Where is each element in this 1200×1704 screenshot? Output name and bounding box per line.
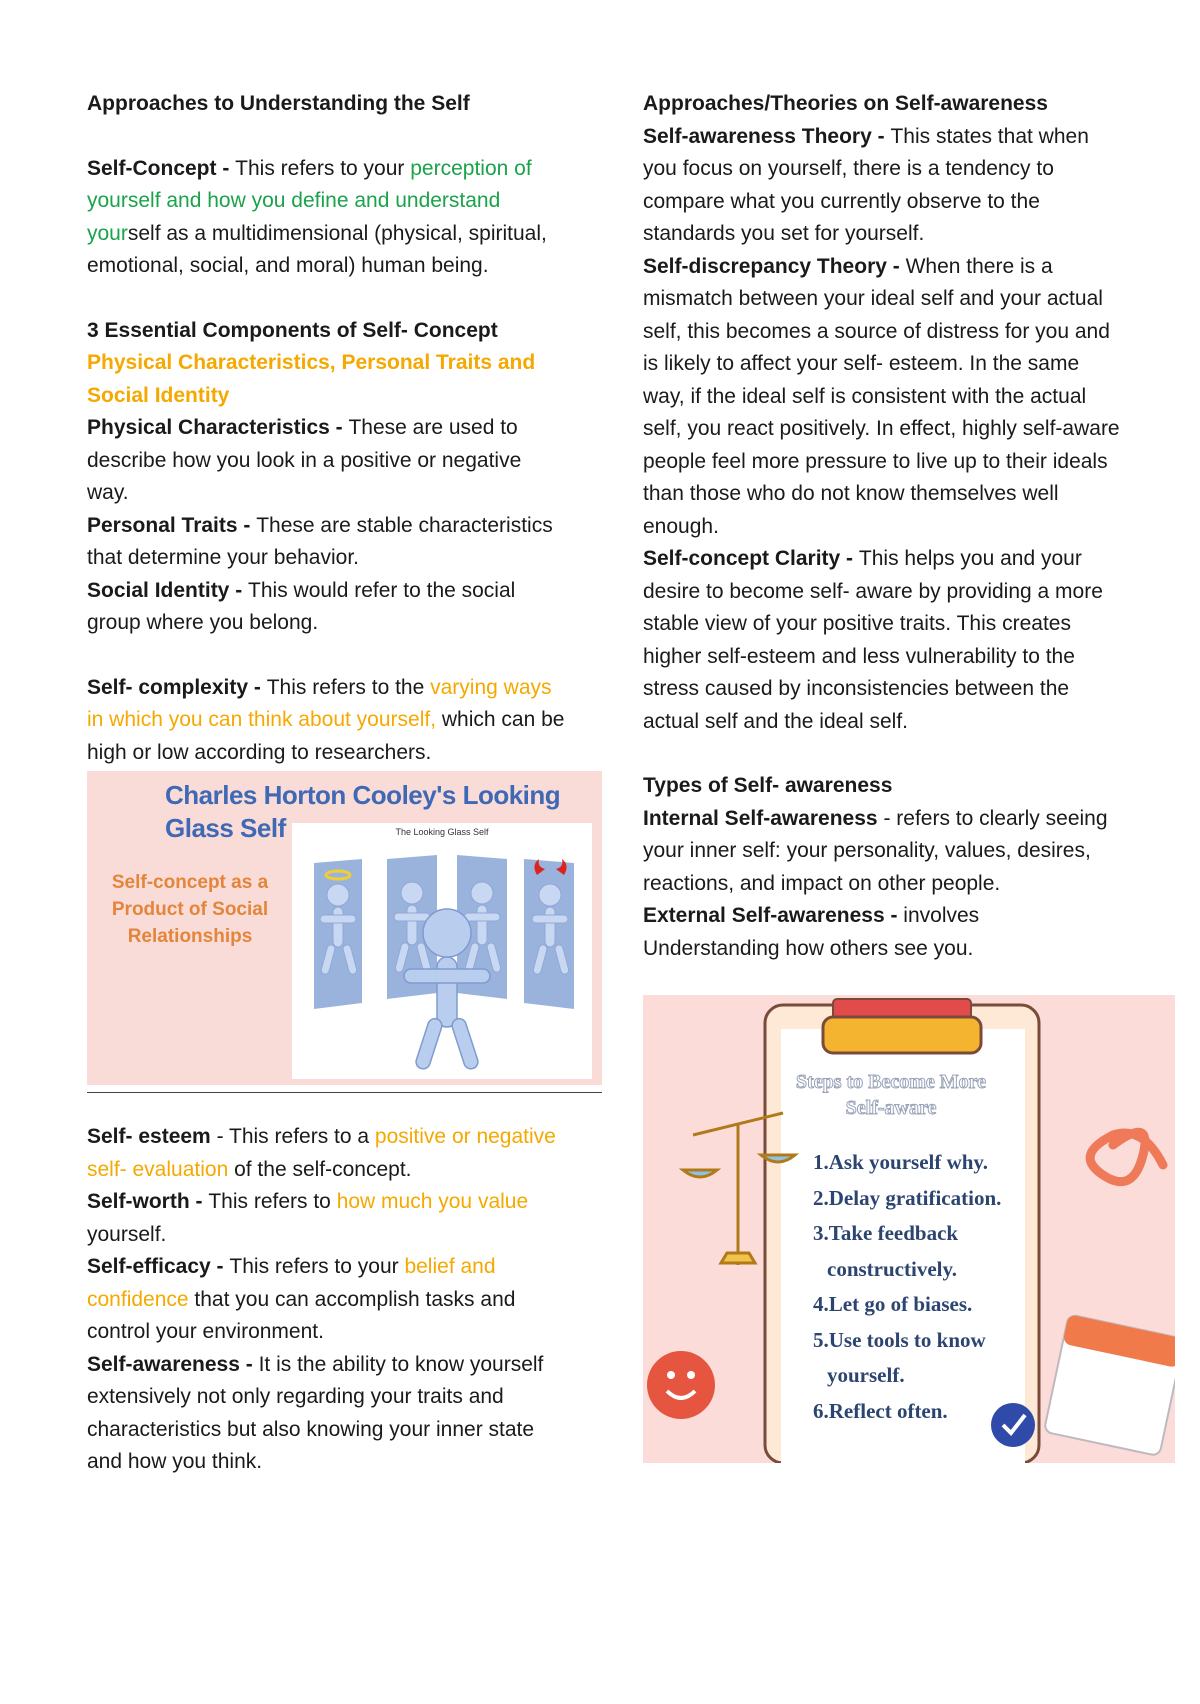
- awareness-text: It is the ability to know yourself extensively not only regarding your traits and characteristics but also knowing your inner state and how you think.: [87, 1352, 544, 1473]
- self-concept-text1: This refers to your: [235, 156, 411, 180]
- social-term: Social Identity -: [87, 578, 249, 602]
- section-divider: [87, 1092, 602, 1093]
- discrepancy-term: Self-discrepancy Theory -: [643, 254, 906, 278]
- mirror-figures-icon: [292, 823, 592, 1079]
- step-item: 1.Ask yourself why.: [813, 1150, 989, 1174]
- clarity-paragraph: [643, 543, 1121, 738]
- theory-term: Self-awareness Theory -: [643, 124, 891, 148]
- discrepancy-text: When there is a mismatch between your ideal self and your actual self, this becomes a source of distress for you and is likely to affect your self- esteem. In the same way, if the ideal self is consistent with the actual self, you react positively. In effect, highly self-aware people feel more pressure to live up to their ideals than those who do not know themselves well enough.: [643, 254, 1120, 538]
- discrepancy-paragraph: [643, 251, 1121, 544]
- complexity-text1: This refers to the: [266, 675, 431, 699]
- components-subheading: Physical Characteristics, Personal Traits and Social Identity: [87, 351, 536, 407]
- left-column: [87, 88, 567, 1479]
- types-heading: Types of Self- awareness: [643, 774, 893, 797]
- steps-list: [813, 1145, 1033, 1429]
- physical-text: These are used to describe how you look in a positive or negative way.: [87, 416, 522, 504]
- esteem-text2: of the self-concept.: [228, 1157, 412, 1181]
- complexity-paragraph: [87, 672, 567, 770]
- worth-highlight: how much you value: [336, 1190, 529, 1213]
- social-paragraph: [87, 575, 567, 640]
- physical-term: Physical Characteristics -: [87, 416, 349, 439]
- esteem-term: Self- esteem: [87, 1125, 217, 1148]
- worth-paragraph: [87, 1186, 567, 1251]
- step-item: 4.Let go of biases.: [813, 1292, 973, 1316]
- worth-term: Self-worth -: [87, 1190, 209, 1213]
- clarity-term: Self-concept Clarity -: [643, 547, 859, 570]
- right-column: [643, 88, 1121, 1463]
- complexity-highlight: varying ways in which you can think about yourself,: [87, 675, 552, 731]
- step-item: 3.Take feedback: [813, 1221, 959, 1245]
- traits-term: Personal Traits -: [87, 513, 257, 537]
- theory-paragraph: [643, 121, 1121, 251]
- traits-text: These are stable characteristics that determine your behavior.: [87, 513, 553, 569]
- step-item: 5.Use tools to know: [813, 1327, 986, 1352]
- swirl-decoration: [1090, 1132, 1163, 1182]
- awareness-term: Self-awareness -: [87, 1352, 259, 1376]
- awareness-paragraph: [87, 1349, 567, 1479]
- efficacy-text2: that you can accomplish tasks and control your environment.: [87, 1287, 516, 1343]
- esteem-paragraph: [87, 1121, 567, 1186]
- looking-glass-panel-title: The Looking Glass Self: [395, 827, 489, 837]
- physical-paragraph: [87, 412, 567, 510]
- efficacy-paragraph: [87, 1251, 567, 1349]
- external-term: External Self-awareness -: [643, 904, 904, 927]
- esteem-text1: - This refers to a: [216, 1125, 375, 1148]
- self-concept-term: Self-Concept -: [87, 156, 236, 180]
- clarity-text: This helps you and your desire to become self- aware by providing a more stable view of your positive traits. This creates higher self-esteem and less vulnerability to the stress caused by inconsistencies between the actual self and the ideal self.: [643, 547, 1103, 733]
- components-heading: 3 Essential Components of Self- Concept: [87, 318, 498, 342]
- smiley-icon: [647, 1351, 715, 1419]
- looking-glass-illustration: [292, 823, 592, 1079]
- step-item: 6.Reflect often.: [813, 1398, 948, 1423]
- worth-text2: yourself.: [87, 1222, 167, 1246]
- step-item: yourself.: [827, 1363, 905, 1387]
- calendar-icon: [1044, 1314, 1175, 1456]
- internal-text: - refers to clearly seeing your inner self: your personality, values, desires, reactions, and impact on other people.: [643, 806, 1108, 895]
- internal-paragraph: [643, 803, 1121, 901]
- efficacy-term: Self-efficacy -: [87, 1255, 230, 1278]
- traits-paragraph: [87, 510, 567, 575]
- internal-term: Internal Self-awareness: [643, 806, 884, 830]
- external-paragraph: [643, 900, 1121, 965]
- looking-glass-title: Charles Horton Cooley's Looking Glass Self: [165, 780, 561, 843]
- self-concept-text2: self as a multidimensional (physical, spiritual, emotional, social, and moral) human being.: [87, 221, 547, 277]
- step-item: 2.Delay gratification.: [813, 1185, 1002, 1210]
- complexity-text2: which can be high or low according to researchers.: [87, 708, 565, 764]
- step-item: constructively.: [827, 1256, 958, 1281]
- steps-image: [643, 995, 1175, 1463]
- worth-text1: This refers to: [208, 1190, 337, 1213]
- looking-glass-side-text: Self-concept as a Product of Social Relationships: [111, 872, 269, 947]
- external-text: involves Understanding how others see you.: [643, 904, 980, 960]
- looking-glass-image: [87, 771, 602, 1085]
- self-concept-paragraph: [87, 153, 567, 283]
- theory-text: This states that when you focus on yourself, there is a tendency to compare what you currently observe to the standards you set for yourself.: [643, 124, 1089, 245]
- steps-title: Steps to Become More Self-aware: [795, 1071, 987, 1119]
- self-concept-highlight: perception of yourself and how you define and understand your: [87, 156, 532, 245]
- esteem-highlight: positive or negative self- evaluation: [87, 1125, 556, 1181]
- left-heading: Approaches to Understanding the Self: [87, 92, 470, 115]
- efficacy-text1: This refers to your: [229, 1255, 405, 1278]
- complexity-term: Self- complexity -: [87, 675, 267, 699]
- efficacy-highlight: belief and confidence: [87, 1255, 496, 1311]
- right-heading: Approaches/Theories on Self-awareness: [643, 92, 1048, 115]
- social-text: This would refer to the social group where you belong.: [87, 578, 516, 634]
